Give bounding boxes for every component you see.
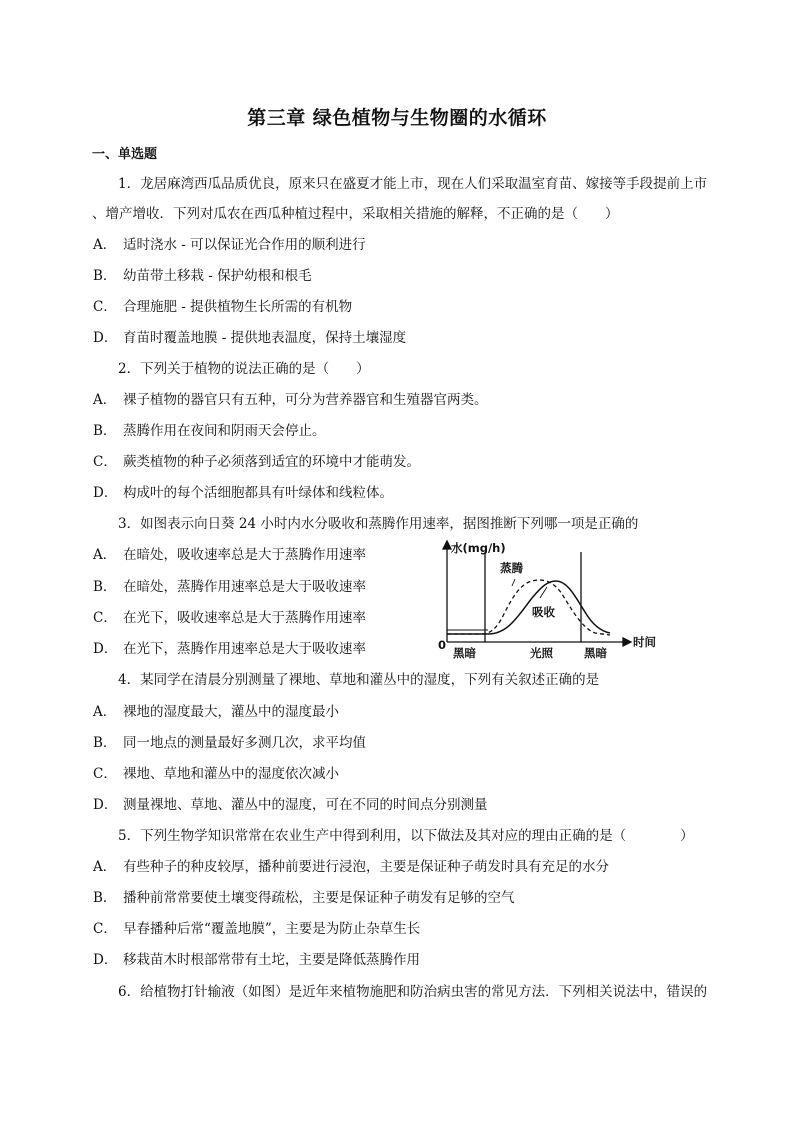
absorption-label: 吸收 xyxy=(532,605,555,619)
q1-option-b: B． 幼苗带土移栽 - 保护幼根和根毛 xyxy=(93,268,312,284)
x-axis-label: 时间 xyxy=(633,635,656,649)
y-axis-label: 水(mg/h) xyxy=(451,541,506,555)
question-1-text-cont: 、增产增收．下列对瓜农在西瓜种植过程中，采取相关措施的解释，不正确的是（ ） xyxy=(92,206,619,222)
question-1-text: 1．龙居麻湾西瓜品质优良，原来只在盛夏才能上市，现在人们采取温室育苗、嫁接等手段提前上市 xyxy=(118,176,708,192)
question-6-text: 6．给植物打针输液（如图）是近年来植物施肥和防治病虫害的常见方法．下列相关说法中，错误的 xyxy=(118,984,708,1000)
q3-option-c: C． 在光下，吸收速率总是大于蒸腾作用速率 xyxy=(93,610,366,626)
q5-option-b: B． 播种前常常要使土壤变得疏松，主要是保证种子萌发有足够的空气 xyxy=(93,890,515,906)
q4-option-a: A． 裸地的湿度最大，灌丛中的湿度最小 xyxy=(93,704,339,720)
transpiration-curve xyxy=(447,580,610,635)
q2-option-a: A． 裸子植物的器官只有五种，可分为营养器官和生殖器官两类。 xyxy=(93,392,488,408)
question-5-text: 5．下列生物学知识常常在农业生产中得到利用，以下做法及其对应的理由正确的是（ ） xyxy=(118,828,694,844)
question-2-text: 2．下列关于植物的说法正确的是（ ） xyxy=(118,361,370,377)
origin-label: 0 xyxy=(438,638,447,652)
q5-option-a: A． 有些种子的种皮较厚，播种前要进行浸泡，主要是保证种子萌发时具有充足的水分 xyxy=(93,859,609,875)
x-axis-arrow xyxy=(623,638,631,646)
q5-option-c: C． 早春播种后常“覆盖地膜”，主要是为防止杂草生长 xyxy=(93,921,421,937)
transpiration-leader xyxy=(512,579,515,586)
q2-option-c: C． 蕨类植物的种子必须落到适宜的环境中才能萌发。 xyxy=(93,454,420,470)
q4-option-d: D． 测量裸地、草地、灌丛中的湿度，可在不同的时间点分别测量 xyxy=(93,797,488,813)
period-light: 光照 xyxy=(530,646,553,660)
q4-option-c: C． 裸地、草地和灌丛中的湿度依次减小 xyxy=(93,766,339,782)
q4-option-b: B． 同一地点的测量最好多测几次，求平均值 xyxy=(93,735,366,751)
q1-option-c: C． 合理施肥 - 提供植物生长所需的有机物 xyxy=(93,299,353,315)
transpiration-label: 蒸腾 xyxy=(500,561,523,575)
q3-option-b: B． 在暗处，蒸腾作用速率总是大于吸收速率 xyxy=(93,579,366,595)
q2-option-d: D． 构成叶的每个活细胞都具有叶绿体和线粒体。 xyxy=(93,485,393,501)
y-axis-arrow xyxy=(443,541,451,549)
question-3-text: 3．如图表示向日葵 24 小时内水分吸收和蒸腾作用速率，据图推断下列哪一项是正确的 xyxy=(118,516,639,532)
period-dark-2: 黑暗 xyxy=(584,646,607,660)
question-4-text: 4．某同学在清晨分别测量了裸地、草地和灌丛中的湿度，下列有关叙述正确的是 xyxy=(118,672,600,688)
section-heading: 一、单选题 xyxy=(92,147,158,162)
q1-option-d: D． 育苗时覆盖地膜 - 提供地表温度，保持土壤湿度 xyxy=(93,330,407,346)
q5-option-d: D． 移栽苗木时根部常带有土坨，主要是降低蒸腾作用 xyxy=(93,952,420,968)
q3-option-d: D． 在光下，蒸腾作用速率总是大于吸收速率 xyxy=(93,641,366,657)
page-title: 第三章 绿色植物与生物圈的水循环 xyxy=(247,107,547,129)
q1-option-a: A． 适时浇水 - 可以保证光合作用的顺利进行 xyxy=(93,237,366,253)
water-rate-diagram xyxy=(420,538,670,663)
q3-option-a: A． 在暗处，吸收速率总是大于蒸腾作用速率 xyxy=(93,547,366,563)
period-dark-1: 黑暗 xyxy=(453,646,476,660)
q2-option-b: B． 蒸腾作用在夜间和阴雨天会停止。 xyxy=(93,423,326,439)
